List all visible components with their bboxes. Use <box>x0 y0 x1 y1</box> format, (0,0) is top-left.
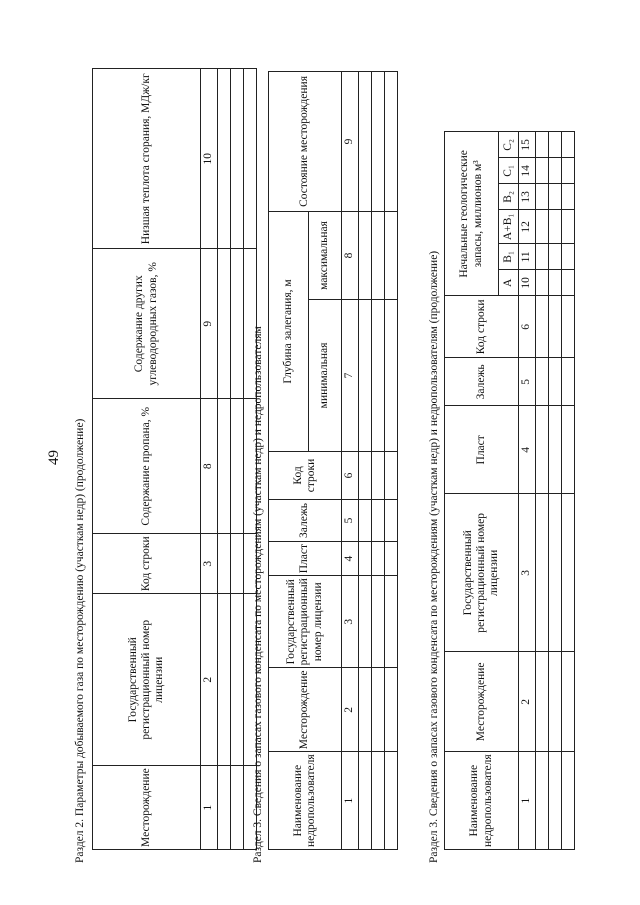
table-cell[interactable] <box>385 541 398 575</box>
col-number: 4 <box>519 406 536 494</box>
table-cell[interactable] <box>536 296 549 358</box>
table-cell[interactable] <box>549 132 562 158</box>
table-cell[interactable] <box>385 668 398 752</box>
table-cell[interactable] <box>536 406 549 494</box>
table-cell[interactable] <box>372 299 385 451</box>
col-number: 14 <box>519 158 536 184</box>
table-row <box>562 132 575 850</box>
table-cell[interactable] <box>536 358 549 406</box>
col-header-license: Государственный регистрационный номер лицензии <box>269 576 342 668</box>
col-header-reservoir: Залежь <box>269 499 342 541</box>
col-header-depth-max: максимальная <box>309 211 342 299</box>
col-header-depth: Глубина залегания, м <box>269 211 309 451</box>
col-number: 12 <box>519 210 536 244</box>
table-cell[interactable] <box>218 249 231 399</box>
section-2-caption: Раздел 2. Параметры добываемого газа по месторождению (участкам недр) (продолжение) <box>74 418 86 863</box>
col-header-category-c1: С₁ <box>499 158 519 184</box>
col-number: 2 <box>519 652 536 752</box>
table-cell[interactable] <box>218 399 231 534</box>
col-number: 2 <box>342 668 359 752</box>
col-number: 15 <box>519 132 536 158</box>
table-cell[interactable] <box>372 211 385 299</box>
table-cell[interactable] <box>536 210 549 244</box>
table-cell[interactable] <box>372 541 385 575</box>
table-cell[interactable] <box>562 406 575 494</box>
section-3-part-2 <box>418 0 598 905</box>
table-cell[interactable] <box>359 668 372 752</box>
col-number: 3 <box>519 494 536 652</box>
table-cell[interactable] <box>562 244 575 270</box>
col-header-deposit: Месторождение <box>93 766 201 850</box>
table-cell[interactable] <box>359 299 372 451</box>
col-number: 2 <box>201 594 218 766</box>
col-number: 7 <box>342 299 359 451</box>
table-cell[interactable] <box>549 184 562 210</box>
col-header-row-code: Код строки <box>93 534 201 594</box>
table-row <box>385 71 398 849</box>
table-cell[interactable] <box>549 158 562 184</box>
col-number: 9 <box>201 249 218 399</box>
section-3-continued-table <box>444 131 575 850</box>
col-number: 5 <box>519 358 536 406</box>
col-header-category-c2: С₂ <box>499 132 519 158</box>
table-cell[interactable] <box>372 752 385 850</box>
col-header-deposit: Месторождение <box>269 668 342 752</box>
table-cell[interactable] <box>562 158 575 184</box>
col-header-row-code: Код строки <box>269 451 342 499</box>
table-cell[interactable] <box>562 752 575 850</box>
table-cell[interactable] <box>218 534 231 594</box>
table-cell[interactable] <box>359 71 372 211</box>
table-cell[interactable] <box>562 652 575 752</box>
table-row <box>536 132 549 850</box>
table-row <box>549 132 562 850</box>
col-number: 3 <box>201 534 218 594</box>
page-number: 49 <box>46 450 62 465</box>
table-cell[interactable] <box>536 752 549 850</box>
col-number: 5 <box>342 499 359 541</box>
table-row <box>218 69 231 850</box>
table-cell[interactable] <box>549 752 562 850</box>
col-number: 13 <box>519 184 536 210</box>
table-cell[interactable] <box>549 406 562 494</box>
table-cell[interactable] <box>536 494 549 652</box>
table-cell[interactable] <box>385 451 398 499</box>
table-cell[interactable] <box>549 494 562 652</box>
col-number: 1 <box>201 766 218 850</box>
table-cell[interactable] <box>385 71 398 211</box>
table-cell[interactable] <box>549 296 562 358</box>
table-cell[interactable] <box>536 158 549 184</box>
col-number: 10 <box>201 69 218 249</box>
table-cell[interactable] <box>385 576 398 668</box>
col-number: 8 <box>201 399 218 534</box>
col-header-state: Состояние месторождения <box>269 71 342 211</box>
table-cell[interactable] <box>562 358 575 406</box>
section-2 <box>60 0 240 905</box>
table-cell[interactable] <box>562 132 575 158</box>
section-2-table <box>92 68 257 850</box>
section-3-part-1 <box>240 0 420 905</box>
col-header-other-gases: Содержание других углеводородных газов, % <box>93 249 201 399</box>
table-cell[interactable] <box>359 576 372 668</box>
table-cell[interactable] <box>372 71 385 211</box>
col-header-category-b2: В₂ <box>499 184 519 210</box>
col-header-category-a-b1: А+В₁ <box>499 210 519 244</box>
table-cell[interactable] <box>359 541 372 575</box>
table-cell[interactable] <box>536 132 549 158</box>
col-header-row-code: Код строки <box>445 296 519 358</box>
table-cell[interactable] <box>549 358 562 406</box>
table-cell[interactable] <box>549 652 562 752</box>
col-header-user: Наименование недропользователя <box>269 752 342 850</box>
table-cell[interactable] <box>549 244 562 270</box>
table-cell[interactable] <box>385 211 398 299</box>
table-cell[interactable] <box>562 184 575 210</box>
table-cell[interactable] <box>536 652 549 752</box>
table-cell[interactable] <box>536 244 549 270</box>
table-cell[interactable] <box>549 210 562 244</box>
col-number: 8 <box>342 211 359 299</box>
table-cell[interactable] <box>385 499 398 541</box>
col-header-initial-reserves: Начальные геологические запасы, миллионов м³ <box>445 132 499 296</box>
table-row <box>372 71 385 849</box>
col-number: 4 <box>342 541 359 575</box>
col-number: 6 <box>342 451 359 499</box>
table-cell[interactable] <box>372 451 385 499</box>
col-number: 3 <box>342 576 359 668</box>
column-number-row <box>342 71 359 849</box>
section-3-continued-caption: Раздел 3. Сведения о запасах газового конденсата по месторождениям (участкам недр) и недропользователям (продолжение) <box>428 250 440 863</box>
table-cell[interactable] <box>218 594 231 766</box>
header-row <box>445 132 499 850</box>
col-header-depth-min: минимальная <box>309 299 342 451</box>
col-number: 9 <box>342 71 359 211</box>
col-number: 10 <box>519 270 536 296</box>
table-cell[interactable] <box>549 270 562 296</box>
table-cell[interactable] <box>562 296 575 358</box>
section-3-caption: Раздел 3. Сведения о запасах газового конденсата по месторождениям (участкам недр) и недропользователям <box>252 326 264 863</box>
table-cell[interactable] <box>218 766 231 850</box>
col-number: 6 <box>519 296 536 358</box>
table-cell[interactable] <box>359 752 372 850</box>
table-cell[interactable] <box>218 69 231 249</box>
header-row <box>93 69 201 850</box>
col-header-deposit: Месторождение <box>445 652 519 752</box>
col-number: 11 <box>519 244 536 270</box>
col-header-reservoir: Залежь <box>445 358 519 406</box>
col-header-category-b1: В₁ <box>499 244 519 270</box>
col-number: 1 <box>342 752 359 850</box>
col-header-layer: Пласт <box>445 406 519 494</box>
table-cell[interactable] <box>536 184 549 210</box>
table-cell[interactable] <box>372 576 385 668</box>
table-cell[interactable] <box>372 499 385 541</box>
table-cell[interactable] <box>359 499 372 541</box>
table-cell[interactable] <box>385 752 398 850</box>
table-cell[interactable] <box>536 270 549 296</box>
col-header-category-a: А <box>499 270 519 296</box>
table-cell[interactable] <box>562 210 575 244</box>
column-number-row <box>201 69 218 850</box>
column-number-row <box>519 132 536 850</box>
table-cell[interactable] <box>562 494 575 652</box>
section-3-table <box>268 71 398 850</box>
col-header-license: Государственный регистрационный номер лицензии <box>445 494 519 652</box>
table-cell[interactable] <box>562 270 575 296</box>
col-header-user: Наименование недропользователя <box>445 752 519 850</box>
col-header-propane: Содержание пропана, % <box>93 399 201 534</box>
table-cell[interactable] <box>372 668 385 752</box>
col-number: 1 <box>519 752 536 850</box>
col-header-heat: Низшая теплота сгорания, МДж/кг <box>93 69 201 249</box>
header-row <box>269 71 309 849</box>
table-row <box>359 71 372 849</box>
col-header-license: Государственный регистрационный номер лицензии <box>93 594 201 766</box>
table-cell[interactable] <box>359 451 372 499</box>
table-cell[interactable] <box>385 299 398 451</box>
col-header-layer: Пласт <box>269 541 342 575</box>
table-cell[interactable] <box>359 211 372 299</box>
